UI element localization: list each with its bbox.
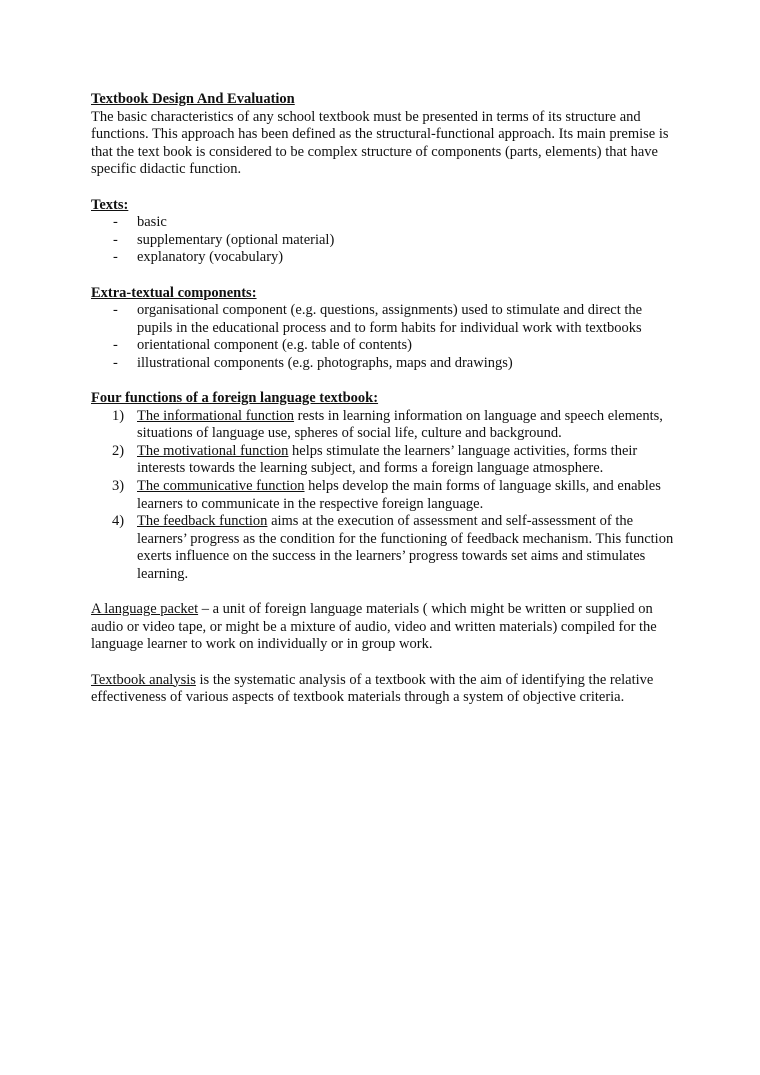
- dash-marker: -: [113, 249, 118, 266]
- function-description: rests in learning information on language and speech elements, situations of language use, spheres of social life, culture and background.: [137, 407, 663, 442]
- list-item-text: illustrational components (e.g. photographs, maps and drawings): [137, 354, 513, 371]
- list-item-text: explanatory (vocabulary): [137, 249, 284, 266]
- list-item: [91, 337, 681, 355]
- function-term: The informational function: [137, 407, 295, 424]
- list-item: [91, 232, 681, 250]
- document-body: [91, 91, 681, 707]
- intro-paragraph: The basic characteristics of any school textbook must be presented in terms of its structure and functions. This approach has been defined as the structural-functional approach. Its main premise is that the text book is considered to be complex structure of components (parts, elements) that have specific didactic function.: [91, 108, 669, 178]
- list-item: [91, 249, 681, 267]
- textbook-analysis-paragraph: [91, 672, 681, 707]
- function-description: helps stimulate the learners’ language activities, forms their interests towards the learning subject, and forms a foreign language atmosphere.: [137, 442, 638, 477]
- dash-marker: -: [113, 337, 118, 354]
- functions-heading: Four functions of a foreign language textbook:: [91, 390, 379, 407]
- list-item: [91, 513, 681, 583]
- number-marker: 2): [112, 442, 125, 459]
- document-title: Textbook Design And Evaluation: [91, 91, 295, 107]
- function-term: The motivational function: [137, 442, 289, 459]
- list-item: [91, 214, 681, 232]
- function-description: helps develop the main forms of language skills, and enables learners to communicate in the respective foreign language.: [137, 478, 661, 512]
- list-item: [91, 478, 681, 513]
- textbook-analysis-definition: is the systematic analysis of a textbook with the aim of identifying the relative effectiveness of various aspects of textbook materials through a system of objective criteria.: [91, 671, 654, 706]
- extra-textual-heading: Extra-textual components:: [91, 284, 257, 301]
- function-term: The communicative function: [137, 478, 305, 495]
- function-description: aims at the execution of assessment and self-assessment of the learners’ progress as the condition for the functioning of feedback mechanism. This function exerts influence on the success in the learners’ progress towards set aims and stimulates learning.: [137, 513, 674, 583]
- texts-list: [91, 214, 681, 267]
- functions-list: [91, 408, 681, 584]
- extra-textual-list: [91, 302, 681, 372]
- number-marker: 3): [112, 478, 125, 495]
- dash-marker: -: [113, 302, 118, 319]
- spacer: [91, 267, 681, 285]
- spacer: [91, 654, 681, 672]
- list-item: [91, 302, 681, 337]
- texts-heading: Texts:: [91, 196, 129, 213]
- list-item-text: basic: [137, 214, 167, 231]
- list-item-text: supplementary (optional material): [137, 231, 335, 248]
- dash-marker: -: [113, 214, 118, 231]
- spacer: [91, 584, 681, 602]
- dash-marker: -: [113, 231, 118, 248]
- dash-marker: -: [113, 354, 118, 371]
- list-item-text: orientational component (e.g. table of contents): [137, 337, 413, 354]
- list-item-text: organisational component (e.g. questions, assignments) used to stimulate and direct the pupils in the educational process and to form habits for individual work with textbooks: [137, 302, 643, 336]
- list-item: [91, 355, 681, 373]
- number-marker: 1): [112, 407, 125, 424]
- list-item: [91, 443, 681, 478]
- language-packet-definition: – a unit of foreign language materials ( which might be written or supplied on audio or video tape, or might be a mixture of audio, video and written materials) compiled for the language learner to work on individually or in group work.: [91, 601, 657, 653]
- list-item: [91, 408, 681, 443]
- spacer: [91, 179, 681, 197]
- number-marker: 4): [112, 513, 125, 530]
- textbook-analysis-term: Textbook analysis: [91, 671, 196, 688]
- language-packet-paragraph: [91, 601, 681, 654]
- function-term: The feedback function: [137, 513, 268, 530]
- spacer: [91, 373, 681, 391]
- language-packet-term: A language packet: [91, 601, 199, 618]
